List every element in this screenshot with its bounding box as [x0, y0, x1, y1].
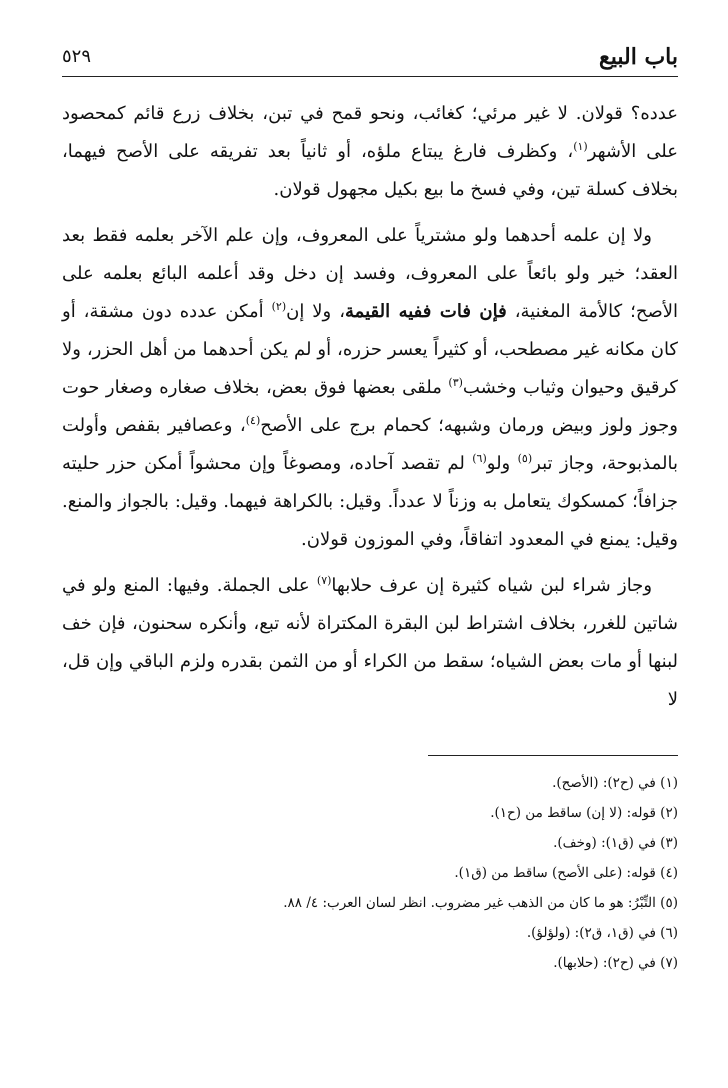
- paragraph: [62, 95, 678, 209]
- footnote-ref: (١): [573, 140, 588, 153]
- running-header: [62, 42, 678, 77]
- main-text: [62, 95, 678, 719]
- text-run: ملقى بعضها فوق بعض، بخلاف صغاره وصغار حوت وجوز ولوز وبيض ورمان وشبهه؛ كحمام برج على الأصح: [62, 377, 678, 436]
- footnote-ref: (٦): [472, 452, 487, 465]
- page-number: ٥٢٩: [62, 46, 92, 67]
- footnote-ref: (٢): [271, 300, 287, 313]
- chapter-title: باب البيع: [599, 44, 678, 70]
- footnote-ref: (٧): [316, 574, 332, 587]
- footnote-ref: (٣): [448, 376, 463, 389]
- text-run: ، وكظرف فارغ يبتاع ملؤه، أو ثانياً بعد تفريقه على الأصح فيهما، بخلاف كسلة تين، وفي فسخ ما بيع بكيل مجهول قولان.: [62, 141, 678, 200]
- book-page: [62, 42, 678, 1052]
- text-run: ولا إن علمه أحدهما ولو مشترياً على المعروف، وإن علم الآخر بعلمه فقط بعد العقد؛ خير ولو بائعاً على المعروف، وفسد إن دخل وقد أعلمه البائع بعلمه على الأصح؛ كالأمة المغنية،: [62, 225, 679, 322]
- footnote-ref: (٤): [245, 414, 261, 427]
- text-run: ، وعصافير بقفص وأولت بالمذبوحة، وجاز تبر: [62, 415, 678, 474]
- text-run: وجاز شراء لبن شياه كثيرة إن عرف حلابها: [331, 575, 653, 596]
- footnote: (١) في (ح٢): (الأصح).: [552, 775, 678, 791]
- text-run: على الجملة. وفيها: المنع ولو في شاتين للغرر، بخلاف اشتراط لبن البقرة المكتراة لأنه تبع، وأنكره سحنون، فإن خف لبنها أو مات بعض الشياه؛ سقط من الكراء أو من الثمن بقدره ولزم الباقي وإن قل، لا: [62, 575, 678, 710]
- footnote: (٧) في (ح٢): (حلابها).: [553, 955, 678, 971]
- text-run: عدده؟ قولان. لا غير مرئي؛ كغائب، ونحو قمح في تبن، بخلاف زرع قائم كمحصود على الأشهر: [62, 103, 678, 162]
- footnote: (٦) في (ق١، ق٢): (ولؤلؤ).: [526, 925, 678, 941]
- text-run: ولو: [486, 453, 518, 474]
- text-run: لم تقصد آحاده، ومصوغاً وإن محشواً أمكن حزر حليته جزافاً؛ كمسكوك يتعامل به وزناً لا عدداً. وقيل: بالكراهة فيهما. وقيل: بالجواز والمنع. وقيل: يمنع في المعدود اتفاقاً، وفي الموزون قولان.: [62, 453, 678, 550]
- paragraph: [62, 567, 678, 719]
- footnote-ref: (٥): [517, 452, 533, 465]
- footnote: (٣) في (ق١): (وخف).: [553, 835, 678, 851]
- footnote: (٢) قوله: (لا إن) ساقط من (ح١).: [490, 805, 678, 821]
- footnote: (٤) قوله: (على الأصح) ساقط من (ق١).: [454, 865, 678, 881]
- footnote-divider: [428, 755, 678, 756]
- paragraph: [62, 217, 678, 559]
- text-run: ، ولا إن: [286, 301, 346, 322]
- footnotes: [62, 768, 678, 978]
- footnote: (٥) التِّبْرُ: هو ما كان من الذهب غير مضروب. انظر لسان العرب: ٤/ ٨٨.: [283, 895, 678, 911]
- bold-text: فإن فات ففيه القيمة: [345, 301, 507, 322]
- text-run: أمكن عدده دون مشقة، أو كان مكانه غير مصطحب، أو كثيراً يعسر حزره، أو لم يكن أحدهما من أهل الحزر، ولا كرقيق وحيوان وثياب وخشب: [62, 301, 678, 398]
